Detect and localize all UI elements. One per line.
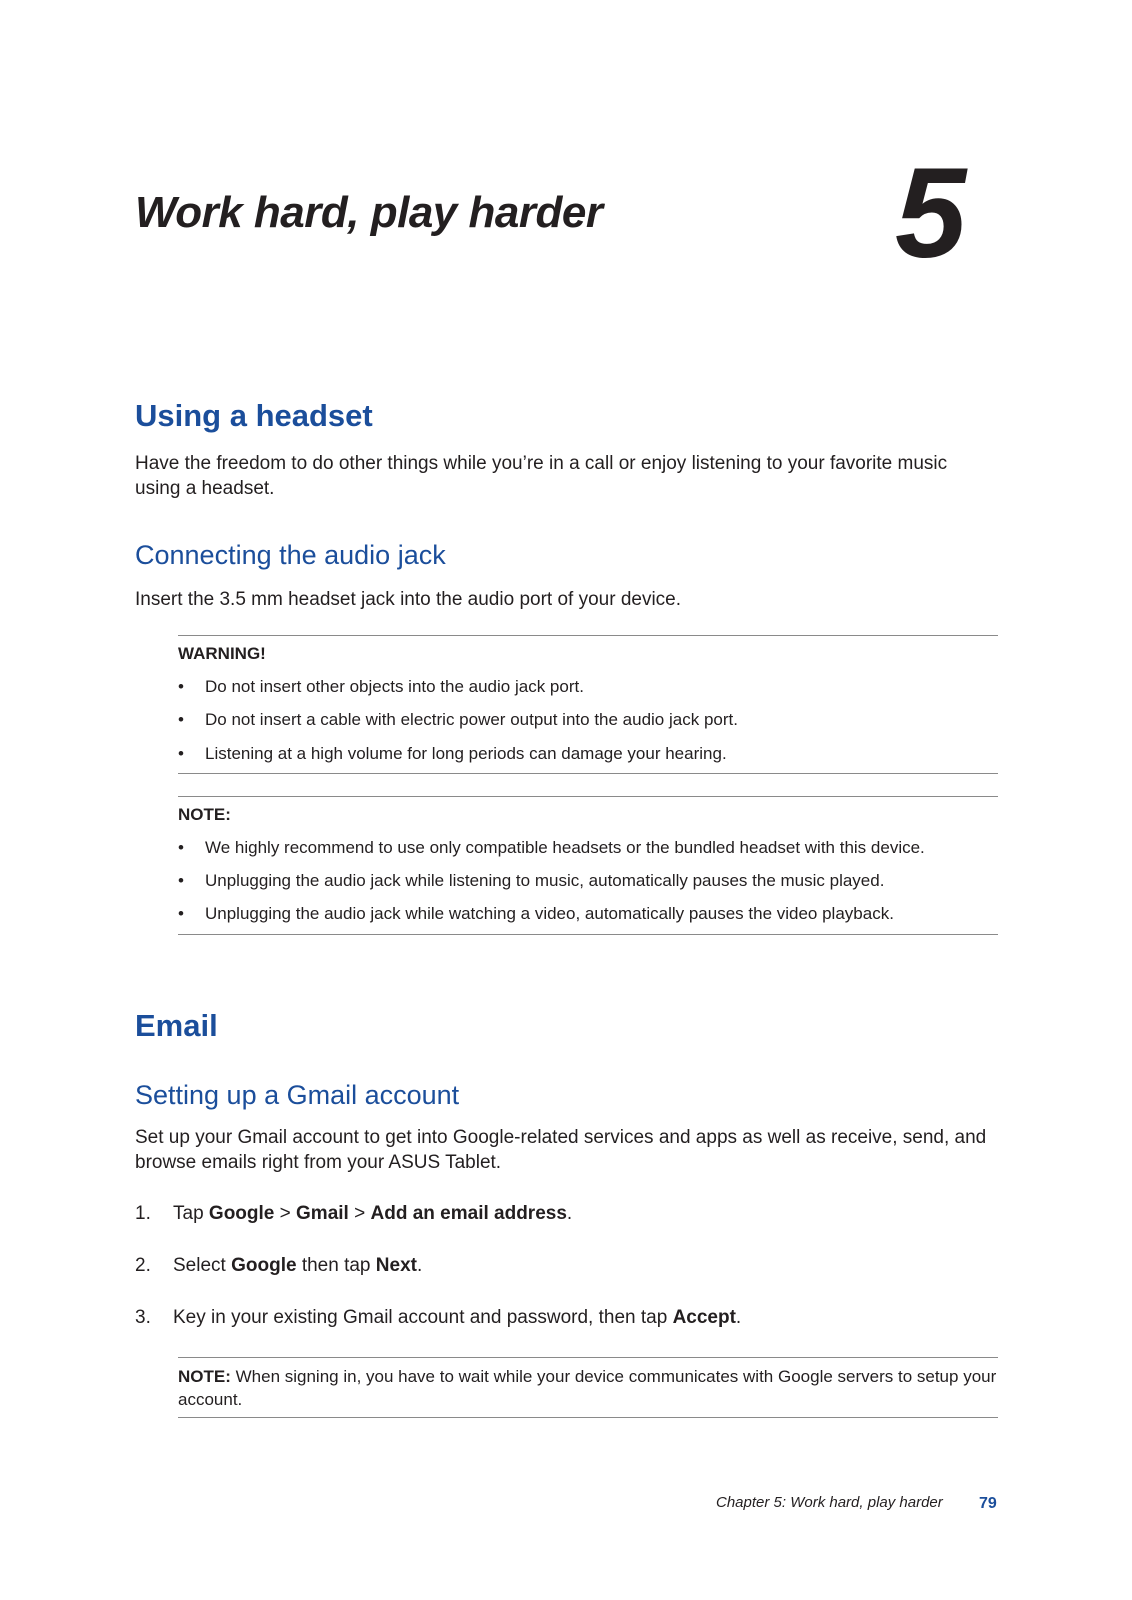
step-term: Google	[208, 1203, 275, 1224]
note-bottom-rule	[178, 934, 998, 935]
step-text: .	[416, 1255, 423, 1276]
bullet-icon: •	[178, 677, 184, 696]
warning-item-text: Do not insert other objects into the audio jack port.	[205, 677, 584, 696]
subheading-gmail: Setting up a Gmail account	[135, 1080, 460, 1110]
email-note	[178, 1365, 998, 1411]
section-heading-email: Email	[135, 1008, 218, 1043]
note-item-text: We highly recommend to use only compatible headsets or the bundled headset with this device.	[205, 838, 925, 857]
step-text: then tap	[296, 1255, 376, 1276]
email-note-bottom-rule	[178, 1417, 998, 1418]
note-item	[178, 904, 894, 924]
step-text: .	[566, 1203, 573, 1224]
warning-title: WARNING!	[178, 644, 266, 663]
step-text: Key in your existing Gmail account and password, then tap	[173, 1307, 673, 1328]
email-note-label: NOTE:	[178, 1367, 231, 1386]
step-text: >	[274, 1203, 297, 1224]
email-note-top-rule	[178, 1357, 998, 1358]
gmail-intro: Set up your Gmail account to get into Google-related services and apps as well as receive, send, and browse emails right from your ASUS Tablet.	[135, 1127, 987, 1173]
step-term: Add an email address	[370, 1203, 567, 1224]
warning-item-text: Do not insert a cable with electric power output into the audio jack port.	[205, 710, 738, 729]
note-top-rule	[178, 796, 998, 797]
warning-item-text: Listening at a high volume for long periods can damage your hearing.	[205, 744, 727, 763]
note-item	[178, 871, 884, 891]
audio-jack-instruction: Insert the 3.5 mm headset jack into the audio port of your device.	[135, 589, 682, 610]
footer-chapter-label: Chapter 5: Work hard, play harder	[716, 1494, 943, 1511]
step-number: 2.	[135, 1255, 151, 1276]
note-item-text: Unplugging the audio jack while listening to music, automatically pauses the music played.	[205, 871, 885, 890]
step-item	[135, 1307, 741, 1329]
bullet-icon: •	[178, 838, 184, 857]
step-number: 3.	[135, 1307, 151, 1328]
step-term: Gmail	[296, 1203, 349, 1224]
section-heading-headset: Using a headset	[135, 398, 373, 433]
step-term: Google	[231, 1255, 297, 1276]
note-item-text: Unplugging the audio jack while watching a video, automatically pauses the video playback.	[205, 904, 894, 923]
step-number: 1.	[135, 1203, 151, 1224]
step-text: Select	[173, 1255, 232, 1276]
chapter-title: Work hard, play harder	[135, 188, 603, 237]
step-term: Next	[375, 1255, 417, 1276]
warning-item	[178, 677, 584, 697]
headset-intro: Have the freedom to do other things while you’re in a call or enjoy listening to your favorite music using a headset.	[135, 453, 948, 499]
subheading-audio-jack: Connecting the audio jack	[135, 540, 446, 570]
step-item	[135, 1203, 572, 1225]
bullet-icon: •	[178, 871, 184, 890]
step-text: >	[348, 1203, 371, 1224]
bullet-icon: •	[178, 744, 184, 763]
note-item	[178, 838, 925, 858]
chapter-number: 5	[895, 142, 967, 285]
email-note-text: When signing in, you have to wait while your device communicates with Google servers to setup your account.	[178, 1367, 997, 1409]
page-number: 79	[979, 1495, 997, 1512]
bullet-icon: •	[178, 710, 184, 729]
warning-item	[178, 710, 738, 730]
step-item	[135, 1255, 422, 1277]
step-term: Accept	[672, 1307, 736, 1328]
bullet-icon: •	[178, 904, 184, 923]
warning-item	[178, 744, 727, 764]
warning-bottom-rule	[178, 773, 998, 774]
step-text: Tap	[173, 1203, 209, 1224]
warning-top-rule	[178, 635, 998, 636]
note-title: NOTE:	[178, 805, 231, 824]
step-text: .	[735, 1307, 742, 1328]
